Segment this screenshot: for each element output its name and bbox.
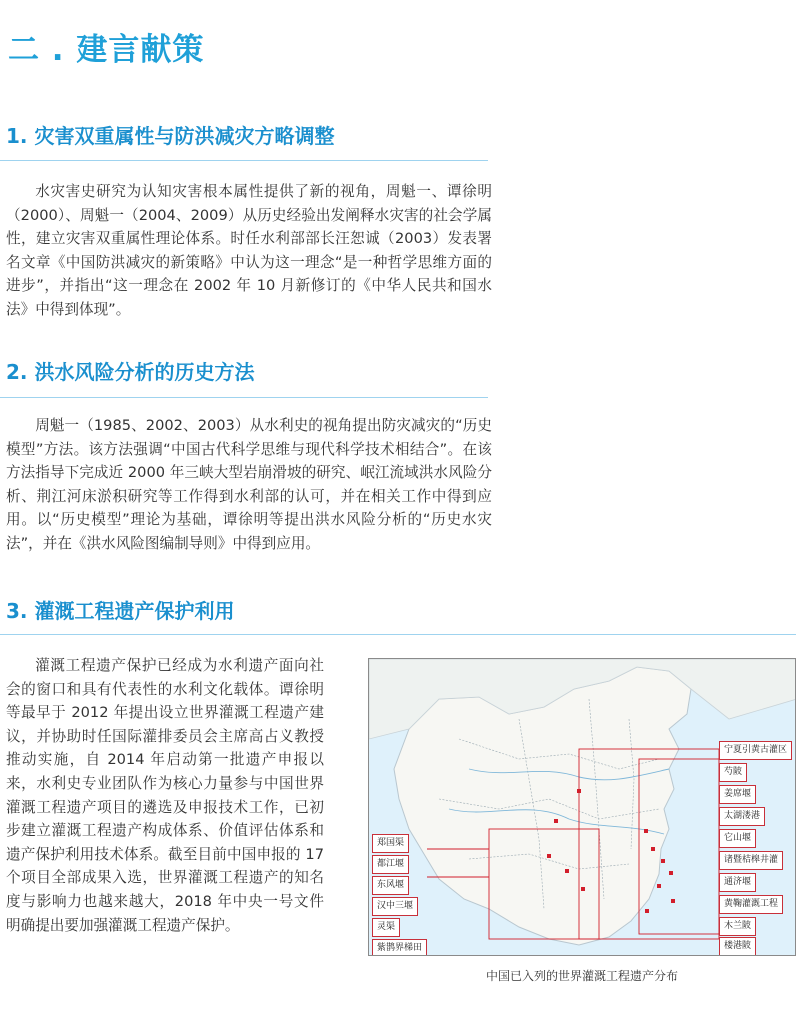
- heritage-marker: [565, 869, 569, 873]
- map-label-right-2: 芍陂: [719, 763, 747, 782]
- section-heading-1: 1. 灾害双重属性与防洪减灾方略调整: [6, 124, 335, 148]
- section-heading-3: 3. 灌溉工程遗产保护利用: [6, 599, 235, 623]
- heritage-marker: [657, 884, 661, 888]
- figure-caption: 中国已入列的世界灌溉工程遗产分布: [485, 969, 678, 983]
- china-land-shape: [394, 667, 691, 945]
- heritage-marker: [547, 854, 551, 858]
- heritage-marker: [581, 887, 585, 891]
- heritage-marker: [669, 871, 673, 875]
- map-label-right-1: 宁夏引黄古灌区: [719, 741, 792, 760]
- map-label-left-5: 灵渠: [372, 918, 400, 937]
- map-label-left-1: 郑国渠: [372, 834, 409, 853]
- map-label-left-4: 汉中三堰: [372, 897, 418, 916]
- map-label-right-6: 诸暨桔槔井灌: [719, 851, 783, 870]
- section-rule-3: [0, 634, 796, 635]
- heritage-marker: [554, 819, 558, 823]
- heritage-marker: [661, 859, 665, 863]
- heritage-marker: [644, 829, 648, 833]
- page-title: 二 . 建言献策: [8, 32, 205, 68]
- heritage-marker: [651, 847, 655, 851]
- heritage-map: [368, 658, 796, 956]
- section-rule-1: [0, 160, 488, 161]
- map-label-left-6: 紫鹊界梯田: [372, 939, 427, 956]
- map-label-right-9: 木兰陂: [719, 917, 756, 936]
- section-rule-2: [0, 397, 488, 398]
- heritage-marker: [671, 899, 675, 903]
- map-label-right-5: 它山堰: [719, 829, 756, 848]
- map-label-left-2: 都江堰: [372, 855, 409, 874]
- map-label-right-8: 黄鞠灌溉工程: [719, 895, 783, 914]
- heritage-marker: [645, 909, 649, 913]
- map-label-right-10: 楼港陂: [719, 937, 756, 956]
- section-heading-2: 2. 洪水风险分析的历史方法: [6, 360, 255, 384]
- section-paragraph-3: 灌溉工程遗产保护已经成为水利遗产面向社会的窗口和具有代表性的水利文化载体。谭徐明等最早于 2012 年提出设立世界灌溉工程遗产建议，并协助时任国际灌排委员会主席高占义教授推动实施，自 2014 年启动第一批遗产申报以来，水利史专业团队作为核心力量参与中国世界灌溉工程遗产项目的遴选及申报技术工作，已初步建立灌溉工程遗产构成体系、价值评估体系和遗产保护利用技术体系。截至目前中国申报的 17 个项目全部成果入选，世界灌溉工程遗产的知名度与影响力也越来越大，2018 年中央一号文件明确提出要加强灌溉工程遗产保护。: [6, 657, 324, 934]
- map-label-right-4: 太湖溇港: [719, 807, 765, 826]
- map-label-right-7: 通济堰: [719, 873, 756, 892]
- map-label-left-3: 东风堰: [372, 876, 409, 895]
- section-paragraph-2: 周魁一（1985、2002、2003）从水利史的视角提出防灾减灾的“历史模型”方法。该方法强调“中国古代科学思维与现代科学技术相结合”。在该方法指导下完成近 2000 年三峡大型岩崩滑坡的研究、岷江流域洪水风险分析、荆江河床淤积研究等工作得到水利部的认可，并在相关工作中得到应用。以“历史模型”理论为基础，谭徐明等提出洪水风险分析的“历史水灾法”，并在《洪水风险图编制导则》中得到应用。: [6, 417, 492, 552]
- section-paragraph-1: 水灾害史研究为认知灾害根本属性提供了新的视角，周魁一、谭徐明（2000）、周魁一（2004、2009）从历史经验出发阐释水灾害的社会学属性，建立灾害双重属性理论体系。时任水利部部长汪恕诚（2003）发表署名文章《中国防洪减灾的新策略》中认为这一理念“是一种哲学思维方面的进步”，并指出“这一理念在 2002 年 10 月新修订的《中华人民共和国水法》中得到体现”。: [6, 183, 492, 318]
- map-label-right-3: 姜席堰: [719, 785, 756, 804]
